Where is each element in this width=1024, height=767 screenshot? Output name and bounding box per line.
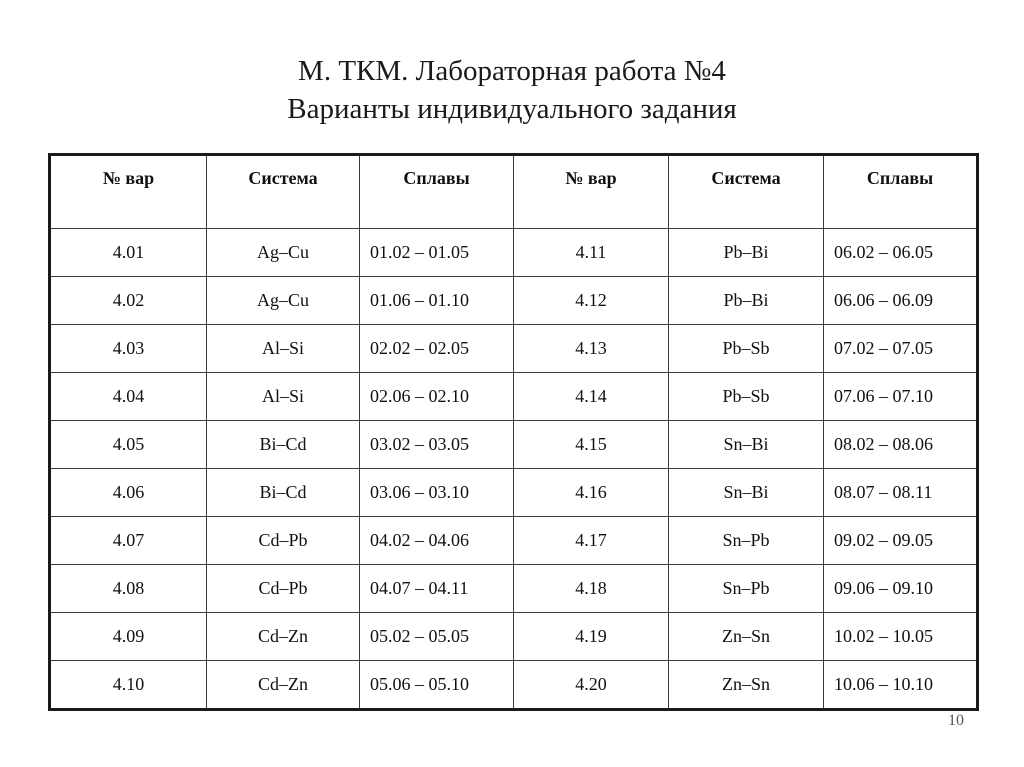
cell-variant-right: 4.17: [514, 517, 669, 565]
table-row: [50, 421, 978, 469]
cell-system-left: Ag–Cu: [207, 229, 360, 277]
table-body: [50, 229, 978, 710]
slide-title: [0, 52, 1024, 128]
cell-alloys-right: 07.06 – 07.10: [824, 373, 978, 421]
cell-alloys-right: 08.07 – 08.11: [824, 469, 978, 517]
title-line-1: М. ТКМ. Лабораторная работа №4: [298, 55, 726, 87]
cell-variant-left: 4.07: [50, 517, 207, 565]
cell-variant-right: 4.15: [514, 421, 669, 469]
table-row: [50, 325, 978, 373]
cell-alloys-right: 06.06 – 06.09: [824, 277, 978, 325]
cell-system-right: Sn–Bi: [669, 421, 824, 469]
cell-system-right: Pb–Sb: [669, 373, 824, 421]
cell-system-left: Al–Si: [207, 325, 360, 373]
title-line-2: Варианты индивидуального задания: [287, 93, 737, 125]
cell-system-right: Sn–Bi: [669, 469, 824, 517]
cell-alloys-left: 05.06 – 05.10: [360, 661, 514, 710]
cell-alloys-left: 04.07 – 04.11: [360, 565, 514, 613]
cell-variant-right: 4.12: [514, 277, 669, 325]
table-row: [50, 229, 978, 277]
cell-system-left: Ag–Cu: [207, 277, 360, 325]
cell-system-left: Bi–Cd: [207, 421, 360, 469]
cell-variant-left: 4.03: [50, 325, 207, 373]
cell-alloys-left: 01.02 – 01.05: [360, 229, 514, 277]
cell-system-left: Al–Si: [207, 373, 360, 421]
cell-variant-right: 4.19: [514, 613, 669, 661]
cell-alloys-left: 02.02 – 02.05: [360, 325, 514, 373]
table-row: [50, 565, 978, 613]
cell-variant-right: 4.18: [514, 565, 669, 613]
cell-system-right: Pb–Bi: [669, 277, 824, 325]
cell-variant-left: 4.06: [50, 469, 207, 517]
header-variant-right: № вар: [514, 155, 669, 229]
cell-variant-left: 4.10: [50, 661, 207, 710]
cell-alloys-right: 09.06 – 09.10: [824, 565, 978, 613]
cell-system-left: Cd–Pb: [207, 517, 360, 565]
cell-variant-right: 4.11: [514, 229, 669, 277]
cell-variant-right: 4.13: [514, 325, 669, 373]
cell-variant-left: 4.05: [50, 421, 207, 469]
cell-system-left: Cd–Pb: [207, 565, 360, 613]
header-system-left: Система: [207, 155, 360, 229]
table-row: [50, 661, 978, 710]
page-number: 10: [948, 712, 964, 729]
cell-alloys-left: 04.02 – 04.06: [360, 517, 514, 565]
cell-alloys-left: 05.02 – 05.05: [360, 613, 514, 661]
header-variant-left: № вар: [50, 155, 207, 229]
cell-system-right: Sn–Pb: [669, 565, 824, 613]
cell-system-right: Pb–Sb: [669, 325, 824, 373]
table-row: [50, 613, 978, 661]
cell-variant-left: 4.04: [50, 373, 207, 421]
cell-system-left: Bi–Cd: [207, 469, 360, 517]
cell-variant-right: 4.20: [514, 661, 669, 710]
cell-system-right: Zn–Sn: [669, 661, 824, 710]
table-header-row: [50, 155, 978, 229]
cell-system-right: Zn–Sn: [669, 613, 824, 661]
cell-alloys-right: 10.02 – 10.05: [824, 613, 978, 661]
cell-alloys-left: 03.02 – 03.05: [360, 421, 514, 469]
header-alloys-left: Сплавы: [360, 155, 514, 229]
cell-alloys-right: 07.02 – 07.05: [824, 325, 978, 373]
cell-variant-left: 4.02: [50, 277, 207, 325]
variants-table: [48, 153, 979, 711]
cell-system-right: Pb–Bi: [669, 229, 824, 277]
cell-alloys-right: 08.02 – 08.06: [824, 421, 978, 469]
cell-variant-left: 4.08: [50, 565, 207, 613]
table-row: [50, 277, 978, 325]
header-alloys-right: Сплавы: [824, 155, 978, 229]
cell-alloys-right: 06.02 – 06.05: [824, 229, 978, 277]
table-row: [50, 373, 978, 421]
cell-variant-right: 4.14: [514, 373, 669, 421]
header-system-right: Система: [669, 155, 824, 229]
cell-alloys-right: 10.06 – 10.10: [824, 661, 978, 710]
cell-variant-left: 4.09: [50, 613, 207, 661]
cell-system-left: Cd–Zn: [207, 613, 360, 661]
table-row: [50, 469, 978, 517]
cell-alloys-left: 02.06 – 02.10: [360, 373, 514, 421]
cell-alloys-left: 03.06 – 03.10: [360, 469, 514, 517]
cell-variant-right: 4.16: [514, 469, 669, 517]
cell-alloys-right: 09.02 – 09.05: [824, 517, 978, 565]
table-row: [50, 517, 978, 565]
cell-alloys-left: 01.06 – 01.10: [360, 277, 514, 325]
cell-variant-left: 4.01: [50, 229, 207, 277]
cell-system-right: Sn–Pb: [669, 517, 824, 565]
cell-system-left: Cd–Zn: [207, 661, 360, 710]
